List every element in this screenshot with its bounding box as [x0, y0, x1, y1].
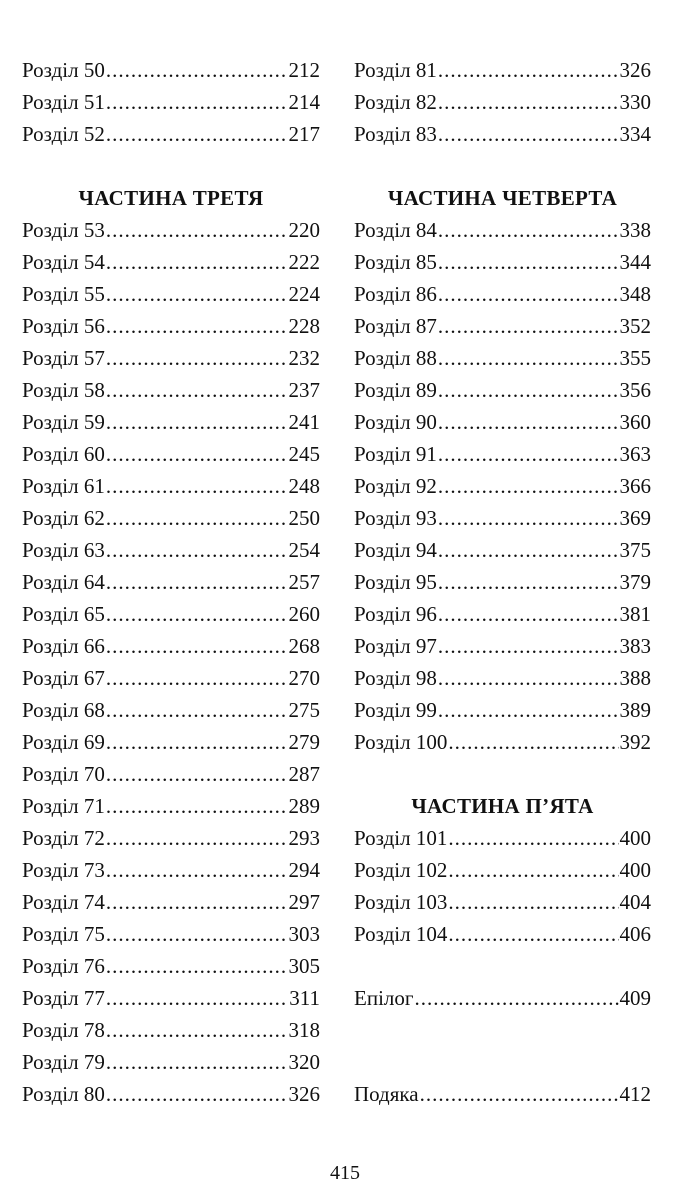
- toc-entry-label: Розділ 104: [354, 922, 448, 946]
- toc-entry-page: 287: [288, 762, 320, 786]
- section-heading: ЧАСТИНА ТРЕТЯ: [78, 186, 264, 210]
- toc-entry-page: 297: [288, 890, 320, 914]
- dot-leader: [106, 791, 288, 821]
- toc-entry-page: 228: [288, 314, 320, 338]
- toc-entry-label: Розділ 94: [354, 538, 437, 562]
- toc-entry: [354, 311, 651, 341]
- toc-entry: [354, 471, 651, 501]
- toc-entry-page: 404: [619, 890, 651, 914]
- dot-leader: [438, 343, 619, 373]
- dot-leader: [106, 1047, 288, 1077]
- toc-entry-label: Розділ 89: [354, 378, 437, 402]
- toc-entry-page: 366: [619, 474, 651, 498]
- toc-entry: [354, 55, 651, 85]
- toc-entry-label: Розділ 69: [22, 730, 105, 754]
- toc-entry: [354, 119, 651, 149]
- toc-entry: [354, 1079, 651, 1109]
- dot-leader: [438, 471, 619, 501]
- toc-entry: [354, 823, 651, 853]
- dot-leader: [448, 887, 618, 917]
- dot-leader: [106, 727, 288, 757]
- dot-leader: [106, 375, 288, 405]
- toc-entry: [354, 407, 651, 437]
- toc-entry-page: 389: [619, 698, 651, 722]
- toc-entry: [22, 983, 320, 1013]
- toc-entry-page: 311: [289, 986, 320, 1010]
- toc-entry: [22, 407, 320, 437]
- toc-entry-label: Розділ 57: [22, 346, 105, 370]
- toc-entry: [22, 55, 320, 85]
- toc-entry: [22, 1079, 320, 1109]
- toc-entry-page: 275: [288, 698, 320, 722]
- toc-entry: [354, 535, 651, 565]
- toc-entry-label: Розділ 72: [22, 826, 105, 850]
- dot-leader: [438, 535, 619, 565]
- toc-entry-label: Епілог: [354, 986, 414, 1010]
- toc-entry-page: 406: [619, 922, 651, 946]
- dot-leader: [448, 855, 618, 885]
- toc-entry-page: 369: [619, 506, 651, 530]
- dot-leader: [106, 87, 288, 117]
- dot-leader: [448, 919, 618, 949]
- dot-leader: [106, 535, 288, 565]
- toc-entry-page: 330: [619, 90, 651, 114]
- toc-entry-label: Розділ 56: [22, 314, 105, 338]
- toc-entry: [22, 439, 320, 469]
- dot-leader: [438, 375, 619, 405]
- toc-entry-label: Розділ 92: [354, 474, 437, 498]
- toc-entry-page: 334: [619, 122, 651, 146]
- toc-entry: [22, 503, 320, 533]
- toc-entry-label: Розділ 59: [22, 410, 105, 434]
- dot-leader: [438, 407, 619, 437]
- toc-entry: [22, 567, 320, 597]
- toc-entry-page: 279: [288, 730, 320, 754]
- toc-entry-label: Розділ 82: [354, 90, 437, 114]
- toc-entry-page: 379: [619, 570, 651, 594]
- toc-entry-page: 294: [288, 858, 320, 882]
- toc-entry-label: Розділ 87: [354, 314, 437, 338]
- dot-leader: [438, 663, 619, 693]
- toc-entry-label: Розділ 85: [354, 250, 437, 274]
- toc-entry: [22, 311, 320, 341]
- toc-entry: [22, 791, 320, 821]
- toc-entry-label: Розділ 98: [354, 666, 437, 690]
- toc-entry: [22, 471, 320, 501]
- toc-entry-label: Розділ 81: [354, 58, 437, 82]
- toc-entry-label: Розділ 54: [22, 250, 105, 274]
- dot-leader: [448, 727, 618, 757]
- toc-entry-page: 293: [288, 826, 320, 850]
- toc-entry: [354, 919, 651, 949]
- toc-entry-label: Розділ 99: [354, 698, 437, 722]
- toc-entry: [22, 247, 320, 277]
- toc-entry: [22, 951, 320, 981]
- toc-entry-page: 257: [288, 570, 320, 594]
- toc-entry-label: Розділ 79: [22, 1050, 105, 1074]
- toc-entry-page: 260: [288, 602, 320, 626]
- toc-entry-page: 214: [288, 90, 320, 114]
- toc-entry-label: Розділ 88: [354, 346, 437, 370]
- dot-leader: [106, 343, 288, 373]
- toc-entry-label: Розділ 73: [22, 858, 105, 882]
- toc-entry-label: Розділ 78: [22, 1018, 105, 1042]
- dot-leader: [106, 951, 288, 981]
- toc-entry-label: Розділ 60: [22, 442, 105, 466]
- dot-leader: [106, 567, 288, 597]
- dot-leader: [438, 599, 619, 629]
- section-heading: ЧАСТИНА ЧЕТВЕРТА: [387, 186, 618, 210]
- toc-entry-page: 320: [288, 1050, 320, 1074]
- toc-entry-label: Розділ 102: [354, 858, 448, 882]
- dot-leader: [438, 119, 619, 149]
- toc-entry-page: 305: [288, 954, 320, 978]
- toc-entry-page: 400: [619, 826, 651, 850]
- toc-entry-label: Розділ 101: [354, 826, 448, 850]
- toc-entry-label: Розділ 68: [22, 698, 105, 722]
- toc-entry-page: 303: [288, 922, 320, 946]
- toc-entry: [354, 983, 651, 1013]
- dot-leader: [438, 567, 619, 597]
- dot-leader: [106, 919, 288, 949]
- dot-leader: [420, 1079, 619, 1109]
- toc-entry-page: 318: [288, 1018, 320, 1042]
- toc-entry-page: 232: [288, 346, 320, 370]
- dot-leader: [438, 279, 619, 309]
- toc-entry: [354, 247, 651, 277]
- toc-entry-label: Розділ 64: [22, 570, 105, 594]
- toc-entry-page: 344: [619, 250, 651, 274]
- toc-entry-page: 409: [619, 986, 651, 1010]
- toc-entry: [354, 375, 651, 405]
- dot-leader: [106, 1015, 288, 1045]
- toc-entry-label: Розділ 50: [22, 58, 105, 82]
- toc-entry: [22, 919, 320, 949]
- toc-entry-label: Розділ 84: [354, 218, 437, 242]
- toc-entry-page: 222: [288, 250, 320, 274]
- toc-entry: [22, 279, 320, 309]
- toc-entry-page: 375: [619, 538, 651, 562]
- dot-leader: [106, 471, 288, 501]
- toc-entry: [354, 279, 651, 309]
- toc-entry-label: Розділ 80: [22, 1082, 105, 1106]
- toc-entry-page: 220: [288, 218, 320, 242]
- toc-entry-label: Розділ 61: [22, 474, 105, 498]
- toc-entry: [354, 215, 651, 245]
- toc-entry-page: 348: [619, 282, 651, 306]
- page-number: 415: [330, 1162, 360, 1184]
- dot-leader: [106, 1079, 288, 1109]
- toc-entry-label: Розділ 100: [354, 730, 448, 754]
- dot-leader: [438, 55, 619, 85]
- dot-leader: [106, 119, 288, 149]
- toc-entry-page: 338: [619, 218, 651, 242]
- toc-entry: [22, 599, 320, 629]
- toc-entry: [22, 695, 320, 725]
- toc-entry-page: 352: [619, 314, 651, 338]
- toc-entry-page: 363: [619, 442, 651, 466]
- toc-entry: [22, 87, 320, 117]
- toc-entry-label: Розділ 70: [22, 762, 105, 786]
- dot-leader: [106, 215, 288, 245]
- toc-entry: [22, 759, 320, 789]
- toc-entry: [354, 855, 651, 885]
- dot-leader: [106, 631, 288, 661]
- toc-entry-label: Розділ 51: [22, 90, 105, 114]
- dot-leader: [106, 407, 288, 437]
- toc-entry: [354, 727, 651, 757]
- toc-entry: [354, 663, 651, 693]
- toc-entry-page: 326: [619, 58, 651, 82]
- toc-entry-page: 224: [288, 282, 320, 306]
- toc-entry-page: 248: [288, 474, 320, 498]
- dot-leader: [106, 55, 288, 85]
- toc-entry-page: 388: [619, 666, 651, 690]
- toc-entry-page: 326: [288, 1082, 320, 1106]
- dot-leader: [106, 439, 288, 469]
- dot-leader: [438, 87, 619, 117]
- toc-entry: [22, 215, 320, 245]
- toc-entry-page: 241: [288, 410, 320, 434]
- toc-entry-label: Розділ 74: [22, 890, 105, 914]
- toc-entry-page: 250: [288, 506, 320, 530]
- dot-leader: [106, 823, 288, 853]
- toc-entry: [22, 823, 320, 853]
- toc-entry-label: Розділ 53: [22, 218, 105, 242]
- dot-leader: [106, 663, 288, 693]
- toc-entry-label: Розділ 93: [354, 506, 437, 530]
- toc-entry: [354, 343, 651, 373]
- toc-entry: [354, 631, 651, 661]
- toc-entry-label: Розділ 65: [22, 602, 105, 626]
- toc-entry-page: 381: [619, 602, 651, 626]
- dot-leader: [438, 215, 619, 245]
- toc-entry-label: Розділ 63: [22, 538, 105, 562]
- dot-leader: [438, 247, 619, 277]
- toc-entry: [354, 439, 651, 469]
- toc-entry-label: Розділ 62: [22, 506, 105, 530]
- toc-entry-label: Розділ 91: [354, 442, 437, 466]
- toc-entry: [354, 887, 651, 917]
- toc-entry: [22, 1047, 320, 1077]
- toc-entry: [22, 887, 320, 917]
- toc-entry-page: 392: [619, 730, 651, 754]
- dot-leader: [106, 599, 288, 629]
- toc-entry-label: Розділ 76: [22, 954, 105, 978]
- toc-entry-page: 237: [288, 378, 320, 402]
- dot-leader: [106, 503, 288, 533]
- toc-entry-page: 268: [288, 634, 320, 658]
- toc-entry-label: Розділ 52: [22, 122, 105, 146]
- dot-leader: [106, 887, 288, 917]
- toc-entry-page: 254: [288, 538, 320, 562]
- toc-entry-page: 360: [619, 410, 651, 434]
- toc-entry-label: Розділ 103: [354, 890, 448, 914]
- toc-entry: [22, 1015, 320, 1045]
- toc-entry-page: 289: [288, 794, 320, 818]
- toc-entry-page: 383: [619, 634, 651, 658]
- toc-entry-page: 245: [288, 442, 320, 466]
- toc-entry-label: Розділ 77: [22, 986, 105, 1010]
- toc-entry-page: 270: [288, 666, 320, 690]
- toc-entry-page: 356: [619, 378, 651, 402]
- toc-entry: [22, 535, 320, 565]
- toc-entry-label: Подяка: [354, 1082, 419, 1106]
- dot-leader: [415, 983, 619, 1013]
- toc-entry: [22, 631, 320, 661]
- dot-leader: [106, 759, 288, 789]
- dot-leader: [106, 247, 288, 277]
- toc-entry-label: Розділ 97: [354, 634, 437, 658]
- toc-entry: [22, 343, 320, 373]
- dot-leader: [438, 503, 619, 533]
- toc-entry-label: Розділ 83: [354, 122, 437, 146]
- dot-leader: [106, 311, 288, 341]
- toc-entry-label: Розділ 55: [22, 282, 105, 306]
- toc-entry-page: 412: [619, 1082, 651, 1106]
- dot-leader: [438, 439, 619, 469]
- toc-entry-label: Розділ 90: [354, 410, 437, 434]
- dot-leader: [438, 311, 619, 341]
- toc-entry-label: Розділ 75: [22, 922, 105, 946]
- toc-entry-page: 355: [619, 346, 651, 370]
- dot-leader: [438, 695, 619, 725]
- toc-entry-page: 212: [288, 58, 320, 82]
- toc-entry: [354, 503, 651, 533]
- toc-entry-page: 217: [288, 122, 320, 146]
- toc-entry-label: Розділ 71: [22, 794, 105, 818]
- toc-entry-label: Розділ 86: [354, 282, 437, 306]
- toc-entry: [354, 567, 651, 597]
- toc-entry: [22, 375, 320, 405]
- toc-entry-label: Розділ 58: [22, 378, 105, 402]
- toc-entry-label: Розділ 96: [354, 602, 437, 626]
- toc-entry-label: Розділ 95: [354, 570, 437, 594]
- dot-leader: [438, 631, 619, 661]
- toc-entry-label: Розділ 66: [22, 634, 105, 658]
- toc-entry: [22, 119, 320, 149]
- dot-leader: [106, 983, 288, 1013]
- toc-entry: [22, 663, 320, 693]
- section-heading: ЧАСТИНА П’ЯТА: [411, 794, 594, 818]
- dot-leader: [448, 823, 618, 853]
- toc-entry-page: 400: [619, 858, 651, 882]
- toc-entry: [354, 695, 651, 725]
- toc-entry: [22, 855, 320, 885]
- toc-entry-label: Розділ 67: [22, 666, 105, 690]
- dot-leader: [106, 695, 288, 725]
- dot-leader: [106, 855, 288, 885]
- toc-entry: [354, 87, 651, 117]
- toc-entry: [22, 727, 320, 757]
- dot-leader: [106, 279, 288, 309]
- toc-entry: [354, 599, 651, 629]
